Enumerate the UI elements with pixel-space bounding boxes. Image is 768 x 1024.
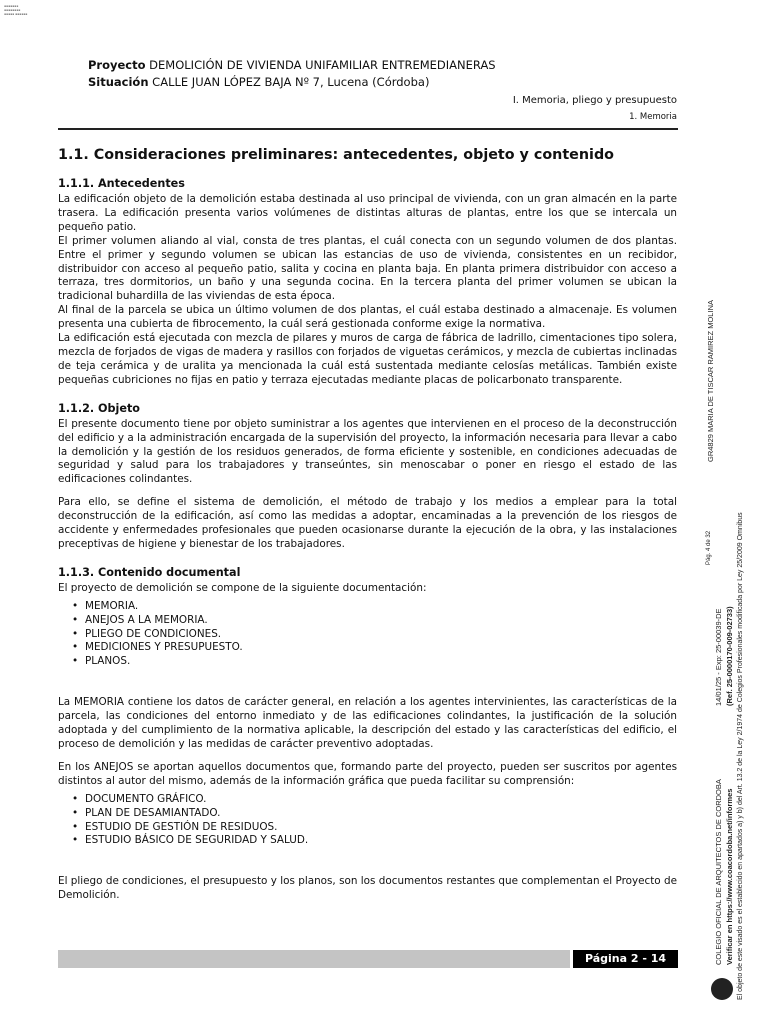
list-item: • ESTUDIO BÁSICO DE SEGURIDAD Y SALUD. <box>72 834 677 848</box>
stamp-architect-name: GR4829 MARIA DE TISCAR RAMIREZ MOLINA <box>706 300 715 462</box>
stamp-college: COLEGIO OFICIAL DE ARQUITECTOS DE CORDOBA <box>714 779 723 965</box>
list-item: • PLANOS. <box>72 655 677 669</box>
paragraph: Para ello, se define el sistema de demolición, el método de trabajo y los medios a emplear para la total deconstrucción de la edificación, así como las medidas a adoptar, encaminadas a la prevención de los riesgos de accidente y enfermedades profesionales que pueden ocasionarse durante la ejecución de la obra, y las instalaciones preceptivas de higiene y bienestar de los trabajadores. <box>58 496 677 550</box>
subsection-title: 1. Memoria <box>629 112 677 122</box>
project-label: Proyecto <box>88 58 146 72</box>
list-item: • ANEJOS A LA MEMORIA. <box>72 614 677 628</box>
location-label: Situación <box>88 75 149 89</box>
section-title: I. Memoria, pliego y presupuesto <box>512 95 677 106</box>
paragraph: El proyecto de demolición se compone de la siguiente documentación: <box>58 581 427 594</box>
contenido-heading: 1.1.3. Contenido documental <box>58 565 241 579</box>
paragraph: El presente documento tiene por objeto suministrar a los agentes que intervienen en el proceso de la deconstrucción del edificio y a la administración encargada de la supervisión del proyecto, la información necesaria para llevar a cabo la demolición y la gestión de los residuos generados, de forma eficiente y sostenible, en condiciones adecuadas de seguridad y salud para los trabajadores y transeúntes, sin menoscabar o poner en riesgo el estado de las edificaciones colindantes. <box>58 417 677 486</box>
stamp-ref: (Ref. 25-0000170-009-02733) <box>725 606 734 706</box>
paragraph: La edificación objeto de la demolición estaba destinada al uso principal de vivienda, con un gran almacén en la parte trasera. La edificación presenta varios volúmenes de distintas alturas de plantas, entre los que se intercala un pequeño patio. <box>58 193 677 233</box>
location-value: CALLE JUAN LÓPEZ BAJA Nº 7, Lucena (Córdoba) <box>152 75 430 89</box>
project-header <box>88 57 496 91</box>
paragraph: El primer volumen aliando al vial, consta de tres plantas, el cuál conecta con un segundo volumen de dos plantas. Entre el primer y segundo volumen se ubican las estancias de uso de vivienda, consistentes en un recibidor, distribuidor con acceso al pequeño patio, salita y cocina en planta baja. En planta primera distribuidor con acceso a terraza, tres dormitorios, un baño y una segunda cocina. En la tercera planta del primer volumen se ubican la tradicional buhardilla de las viviendas de esta época. <box>58 234 677 303</box>
stamp-date-exp: 14/01/25 - Exp: 25-00039-DE <box>714 608 723 706</box>
anejos-list <box>58 793 677 849</box>
project-value: DEMOLICIÓN DE VIVIENDA UNIFAMILIAR ENTREMEDIANERAS <box>149 58 496 72</box>
header-rule <box>58 128 678 130</box>
list-item: • DOCUMENTO GRÁFICO. <box>72 793 677 807</box>
corner-mark: ▪▪▪▪▪▪▪ ▪▪▪▪▪▪▪▪ ▪▪▪▪▪ ▪▪▪▪▪▪ <box>4 4 28 16</box>
page-number: Página 2 - 14 <box>573 950 678 968</box>
paragraph: La MEMORIA contiene los datos de carácter general, en relación a los agentes intervinientes, las características de la parcela, las condiciones del entorno inmediato y de las edificaciones colindantes, la justificación de la solución adoptada y del cumplimiento de la normativa aplicable, la descripción del estado y las características del edificio, el proceso de demolición y las medidas de carácter preventivo adoptadas. <box>58 696 677 750</box>
stamp-legal: El objeto de este visado es el establecido en apartados a) y b) del Art. 13.2 de la Ley 2/1974 de Colegios Profesionales modificada por Ley 25/2009 Omnibus <box>737 512 744 1000</box>
footer-bar <box>58 950 570 968</box>
list-item: • PLIEGO DE CONDICIONES. <box>72 628 677 642</box>
list-item: • ESTUDIO DE GESTIÓN DE RESIDUOS. <box>72 821 677 835</box>
list-item: • MEDICIONES Y PRESUPUESTO. <box>72 641 677 655</box>
college-seal-icon <box>711 978 733 1000</box>
stamp-page-ref: Pág. 4 de 32 <box>706 530 712 565</box>
paragraph: El pliego de condiciones, el presupuesto y los planos, son los documentos restantes que complementan el Proyecto de Demolición. <box>58 875 677 902</box>
list-item: • PLAN DE DESAMIANTADO. <box>72 807 677 821</box>
antecedentes-heading: 1.1.1. Antecedentes <box>58 177 185 190</box>
list-item: • MEMORIA. <box>72 600 677 614</box>
stamp-verify-link[interactable]: Verificar en https://www.coacordoba.net/informes <box>725 788 734 965</box>
paragraph: En los ANEJOS se aportan aquellos documentos que, formando parte del proyecto, pueden ser suscritos por agentes distintos al autor del mismo, además de la información gráfica que pueda facilitar su comprensión: <box>58 760 677 787</box>
documentation-list <box>58 600 677 670</box>
objeto-heading: 1.1.2. Objeto <box>58 401 140 415</box>
paragraph: La edificación está ejecutada con mezcla de pilares y muros de carga de fábrica de ladrillo, cimentaciones tipo solera, mezcla de forjados de vigas de madera y rasillos con forjados de viguetas cerámicos, y mezcla de cubiertas inclinadas de teja cerámica y de uralita ya mencionada la cuál está sustentada mediante celosías metálicas. También existe pequeñas cubriciones no fijas en patio y terraza ejecutadas mediante placas de policarbonato transparente. <box>58 332 677 386</box>
paragraph: Al final de la parcela se ubica un último volumen de dos plantas, el cuál estaba destinado a almacenaje. Es volumen presenta una cubierta de fibrocemento, la cuál será gestionada conforme exige la normativa. <box>58 304 677 331</box>
document-body <box>58 146 677 903</box>
main-title: 1.1. Consideraciones preliminares: antecedentes, objeto y contenido <box>58 147 614 163</box>
